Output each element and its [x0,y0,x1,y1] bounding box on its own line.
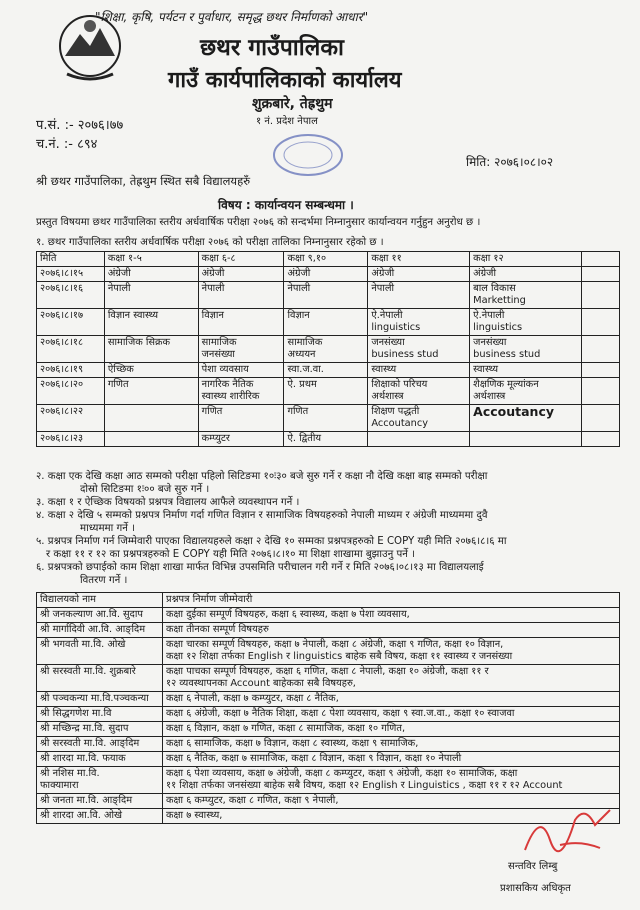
subject-cell: ऐ.नेपाली linguistics [368,309,470,336]
motto: "शिक्षा, कृषि, पर्यटन र पुर्वाधार, समृद्ध छथर निर्माणको आधार" [95,10,369,24]
subject-cell [104,432,198,447]
intro-paragraph: प्रस्तुत विषयमा छथर गाउँपालिका स्तरीय अर्धवार्षिक परीक्षा २०७६ को सन्दर्भमा निम्नानुसार कार्यान्वयन गर्नुहुन अनुरोध छ । [36,217,481,228]
subject-cell: गणित [284,405,368,432]
responsibility-cell: कक्षा ६ पेशा व्यवसाय, कक्षा ७ अंग्रेजी, कक्षा ८ कम्प्युटर, कक्षा ९ अंग्रेजी, कक्षा १० सामाजिक, कक्षा ११ शिक्षा तर्फका जनसंख्या बाहेक सबै विषय, कक्षा १२ English र Linguistics , कक्षा ११ र १२ Account [163,767,620,794]
letter-date: मिति: २०७६।०८।०२ [466,155,554,169]
blank-cell [582,405,620,432]
subject-cell: अंग्रेजी [284,267,368,282]
subject-cell: ऐच्छिक [104,363,198,378]
office-stamp [268,130,348,180]
subject-cell: कम्प्युटर [198,432,284,447]
column-header: प्रश्नपत्र निर्माण जीम्मेवारी [163,593,620,608]
subject-cell: सामाजिक सिक्रक [104,336,198,363]
office-name: गाउँ कार्यपालिकाको कार्यालय [168,68,402,93]
school-name-cell: श्री सिद्धगणेश मा.वि [37,707,163,722]
patra-sankhya: प.सं. :- २०७६।७७ [36,118,124,133]
school-name-cell: श्री शारदा आ.वि. ओखे [37,809,163,824]
subject-cell: ऐ. द्वितीय [284,432,368,447]
point-line: ६. प्रश्नपत्रको छपाईको काम शिक्षा शाखा मार्फत विभिन्न उपसमिति परीचालन गरी गर्ने र मिति २०७६।०८।१३ मा विद्यालयलाई [36,562,484,573]
signatory-title: प्रशासकिय अधिकृत [500,883,571,894]
table-row [37,722,620,737]
addressee: श्री छथर गाउँपालिका, तेह्रथुम स्थित सबै विद्यालयहरुँ [36,174,251,188]
column-header: विद्यालयको नाम [37,593,163,608]
subject-cell: शिक्षाको परिचय अर्थशास्त्र [368,378,470,405]
responsibility-cell: कक्षा ६ नेपाली, कक्षा ७ कम्प्युटर, कक्षा ८ नैतिक, [163,692,620,707]
point-line: ४. कक्षा २ देखि ५ सम्मको प्रश्नपत्र निर्माण गर्दा गणित विज्ञान र सामाजिक विषयहरुको नेपाली माध्यम र अंग्रेजी माध्यममा दुवै [36,510,488,521]
subject-cell: जनसंख्या business stud [470,336,582,363]
blank-cell [582,252,620,267]
point-line: ३. कक्षा १ र ऐच्छिक विषयको प्रश्नपत्र विद्यालय आफैले व्यवस्थापन गर्ने । [36,497,300,508]
responsibility-cell: कक्षा पाचका सम्पूर्ण विषयहरु, कक्षा ६ गणित, कक्षा ८ नेपाली, कक्षा १० अंग्रेजी, कक्षा ११ र १२ व्यवस्थापनका Account बाहेकका सबै विषयहरु, [163,665,620,692]
exam-date-cell: २०७६।८।१७ [37,309,105,336]
school-name-cell: श्री जनता मा.वि. आङ्दिम [37,794,163,809]
handwritten-signature [520,800,620,860]
subject-cell: अंग्रेजी [470,267,582,282]
school-name-cell: श्री मच्छिन्द्र मा.वि. सुदाप [37,722,163,737]
school-name-cell: श्री पञ्चकन्या मा.वि.पञ्चकन्या [37,692,163,707]
responsibility-cell: कक्षा ६ कम्प्युटर, कक्षा ८ गणित, कक्षा ९ नेपाली, [163,794,620,809]
subject-cell: गणित [198,405,284,432]
school-name-cell: श्री शारदा मा.वि. फयाक [37,752,163,767]
subject-cell: विज्ञान [198,309,284,336]
subject-cell: अंग्रेजी [104,267,198,282]
subject-cell: ऐ. प्रथम [284,378,368,405]
blank-cell [582,432,620,447]
column-header: मिति [37,252,105,267]
table-row [37,432,620,447]
exam-date-cell: २०७६।८।१९ [37,363,105,378]
school-name-cell: श्री भगवती मा.वि. ओखे [37,638,163,665]
point-line: माध्यममा गर्ने । [80,523,136,534]
school-name-cell: श्री मार्गादिवी आ.वि. आङ्दिम [37,623,163,638]
responsibility-cell: कक्षा ६ सामाजिक, कक्षा ७ विज्ञान, कक्षा ८ स्वास्थ्य, कक्षा ९ सामाजिक, [163,737,620,752]
chalani-number: च.नं. :- ८९४ [36,137,98,152]
table-header-row [37,593,620,608]
column-header: कक्षा ११ [368,252,470,267]
subject-cell: पेशा व्यवसाय [198,363,284,378]
responsibility-cell: कक्षा ६ अंग्रेजी, कक्षा ७ नैतिक शिक्षा, कक्षा ८ पेशा व्यवसाय, कक्षा ९ स्वा.ज.वा., कक्षा १० स्वाजवा [163,707,620,722]
subject-cell: विज्ञान स्वास्थ्य [104,309,198,336]
points-list [36,470,626,587]
subject-cell: स्वा.ज.वा. [284,363,368,378]
subject-cell: Accoutancy [470,405,582,432]
subject-cell: नेपाली [198,282,284,309]
blank-cell [582,378,620,405]
table-row [37,282,620,309]
exam-date-cell: २०७६।८।१८ [37,336,105,363]
table-row [37,665,620,692]
table-row [37,336,620,363]
subject-cell: बाल विकास Marketting [470,282,582,309]
column-header: कक्षा ६-८ [198,252,284,267]
subject-cell [470,432,582,447]
table-row [37,363,620,378]
column-header: कक्षा १२ [470,252,582,267]
school-name-cell: श्री जनकल्याण आ.वि. सुदाप [37,608,163,623]
exam-date-cell: २०७६।८।२२ [37,405,105,432]
blank-cell [582,309,620,336]
subject-cell [104,405,198,432]
point-line: दोस्रो सिटिङमा १ः०० बजे सुरु गर्ने । [80,484,210,495]
subject-cell: सामाजिक जनसंख्या [198,336,284,363]
table-row [37,623,620,638]
subject-cell: नेपाली [368,282,470,309]
subject-cell: ऐ.नेपाली linguistics [470,309,582,336]
subject-cell: नेपाली [104,282,198,309]
table-row [37,737,620,752]
subject-cell: विज्ञान [284,309,368,336]
column-header: कक्षा ९,१० [284,252,368,267]
table-row [37,267,620,282]
subject-cell: शिक्षण पद्धती Accoutancy [368,405,470,432]
school-name-cell: श्री नशिस मा.वि. फाक्यामारा [37,767,163,794]
point-line: वितरण गर्ने । [80,575,128,586]
responsibility-cell: कक्षा दुईका सम्पूर्ण विषयहरु, कक्षा ६ स्वास्थ्य, कक्षा ७ पेशा व्यवसाय, [163,608,620,623]
subject-cell: स्वास्थ्य [470,363,582,378]
blank-cell [582,336,620,363]
subject-cell: नागरिक नैतिक स्वास्थ्य शारीरिक [198,378,284,405]
exam-date-cell: २०७६।८।१५ [37,267,105,282]
blank-cell [582,282,620,309]
municipality-name: छथर गाउँपालिका [200,35,344,61]
exam-date-cell: २०७६।८।१६ [37,282,105,309]
responsibility-cell: कक्षा तीनका सम्पूर्ण विषयहरु [163,623,620,638]
exam-date-cell: २०७६।८।२३ [37,432,105,447]
exam-timetable [36,251,620,447]
responsibility-cell: कक्षा ६ नैतिक, कक्षा ७ सामाजिक, कक्षा ८ विज्ञान, कक्षा ९ विज्ञान, कक्षा १० नेपाली [163,752,620,767]
exam-date-cell: २०७६।८।२० [37,378,105,405]
table-row [37,752,620,767]
responsibility-table [36,592,620,824]
blank-cell [582,267,620,282]
table-row [37,405,620,432]
table-row [37,608,620,623]
table-row [37,767,620,794]
subject-cell: नेपाली [284,282,368,309]
responsibility-cell: कक्षा ६ विज्ञान, कक्षा ७ गणित, कक्षा ८ सामाजिक, कक्षा १० गणित, [163,722,620,737]
point-1: १. छथर गाउँपालिका स्तरीय अर्धवार्षिक परीक्षा २०७६ को परीक्षा तालिका निम्नानुसार रहेको छ । [36,237,384,248]
school-name-cell: श्री सरस्वती मा.वि. आङ्दिम [37,737,163,752]
subject: विषय : कार्यान्वयन सम्बन्धमा । [218,198,354,212]
table-row [37,638,620,665]
table-row [37,378,620,405]
blank-cell [582,363,620,378]
subject-cell: अंग्रेजी [198,267,284,282]
subject-cell [368,432,470,447]
subject-cell: स्वास्थ्य [368,363,470,378]
location: शुक्रबारे, तेह्रथुम [252,96,333,112]
responsibility-cell: कक्षा ७ स्वास्थ्य, [163,809,620,824]
column-header: कक्षा १-५ [104,252,198,267]
responsibility-cell: कक्षा चारका सम्पूर्ण विषयहरु, कक्षा ७ नेपाली, कक्षा ८ अंग्रेजी, कक्षा ९ गणित, कक्षा १० विज्ञान, कक्षा १२ शिक्षा तर्फका English र linguistics बाहेक सबै विषय, कक्षा ११ स्वास्थ्य र जनसंख्या [163,638,620,665]
signatory-name: सन्तविर लिम्बु [508,861,558,872]
point-line: र कक्षा ११ र १२ का प्रश्नपत्रहरुको E COPY यही मिति २०७६।८।१० मा शिक्षा शाखामा बुझाउनु पर्ने । [46,549,416,560]
subject-cell: अंग्रेजी [368,267,470,282]
subject-cell: शैक्षणिक मूल्यांकन अर्थशास्त्र [470,378,582,405]
school-name-cell: श्री सरस्वती मा.वि. शुक्रबारे [37,665,163,692]
point-line: २. कक्षा एक देखि कक्षा आठ सम्मको परीक्षा पहिलो सिटिङमा १०ः३० बजे सुरु गर्ने र कक्षा नौ देखि कक्षा बाह्र सम्मको परीक्षा [36,471,488,482]
province: १ नं. प्रदेश नेपाल [256,116,318,127]
table-row [37,707,620,722]
table-row [37,692,620,707]
table-header-row [37,252,620,267]
subject-cell: गणित [104,378,198,405]
point-line: ५. प्रश्नपत्र निर्माण गर्न जिम्मेवारी पाएका विद्यालयहरुले कक्षा २ देखि १० सम्मका प्रश्नपत्रहरुको E COPY यही मिति २०७६।८।६ मा [36,536,507,547]
table-row [37,309,620,336]
subject-cell: सामाजिक अध्ययन [284,336,368,363]
subject-cell: जनसंख्या business stud [368,336,470,363]
